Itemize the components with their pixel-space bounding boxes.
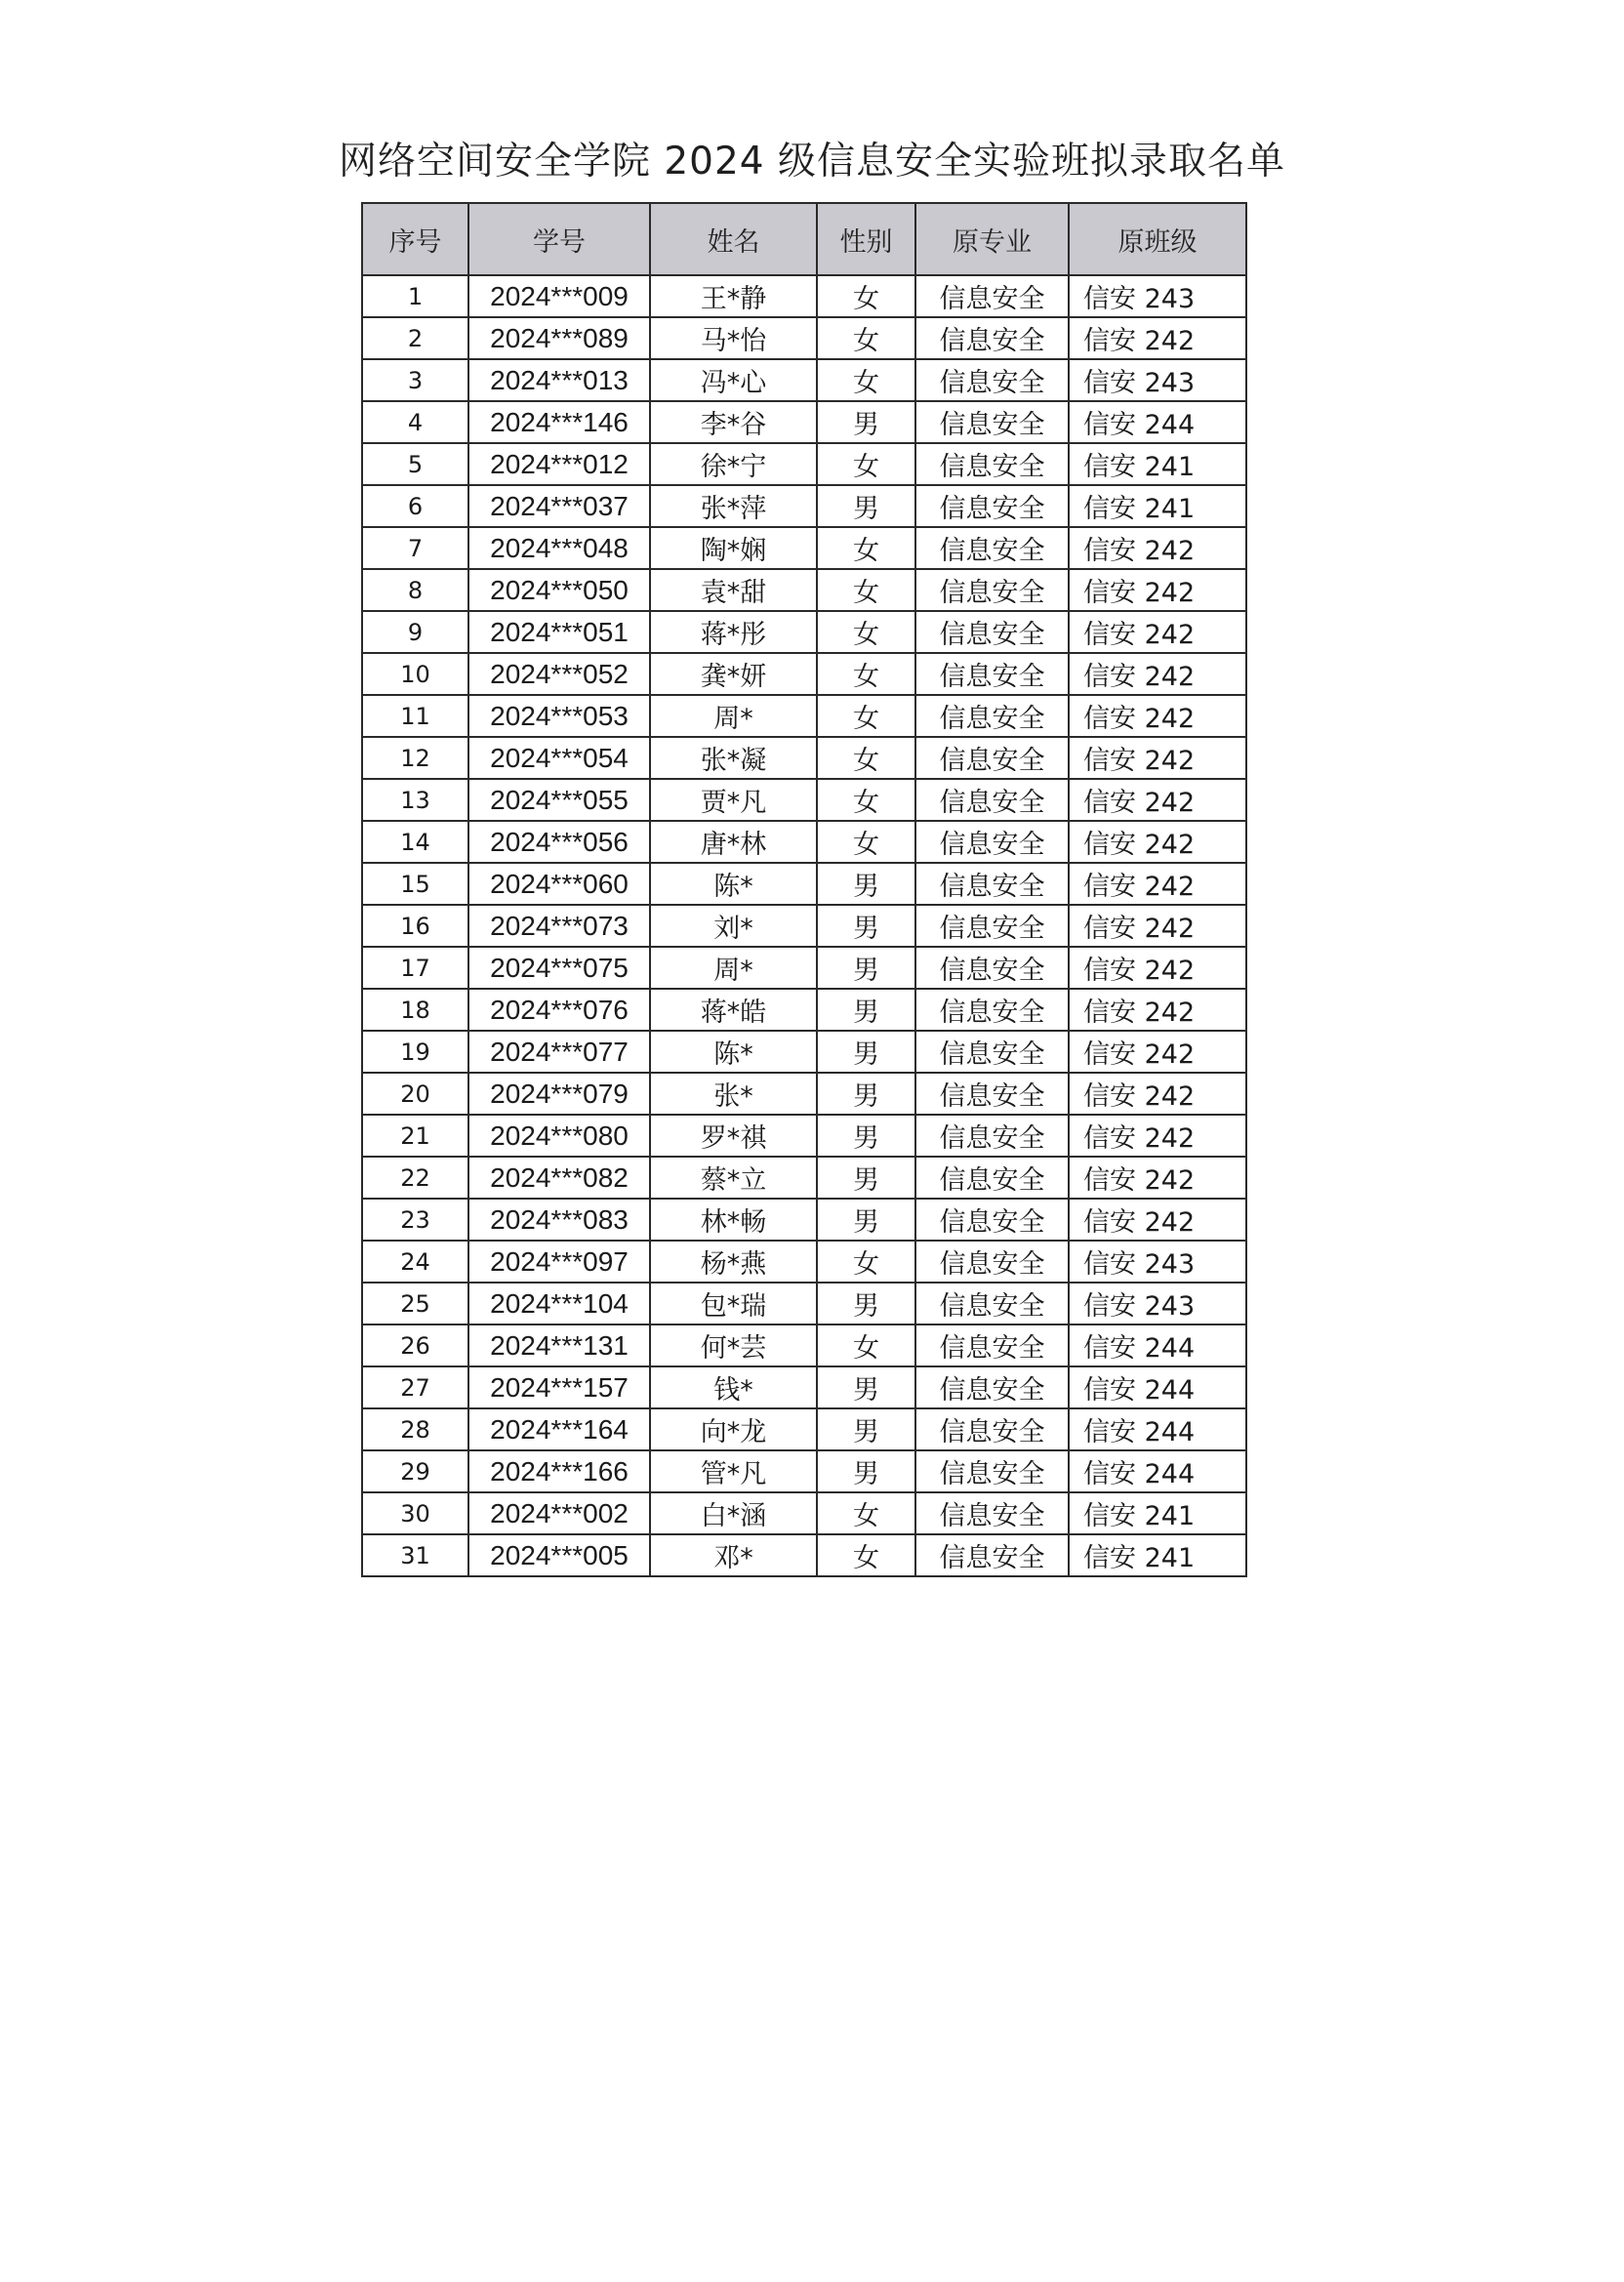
table-row (362, 1199, 1246, 1241)
table-row (362, 1031, 1246, 1073)
major-cell: 信息安全 (915, 1283, 1069, 1324)
student-id-cell: 2024***073 (468, 905, 650, 947)
table-row (362, 359, 1246, 401)
student-id-cell: 2024***054 (468, 737, 650, 779)
name-cell: 何*芸 (650, 1324, 817, 1366)
gender-cell: 女 (817, 737, 915, 779)
table-body (362, 275, 1246, 1576)
page-title: 网络空间安全学院 2024 级信息安全实验班拟录取名单 (338, 140, 1286, 183)
gender-cell: 男 (817, 1366, 915, 1408)
major-cell: 信息安全 (915, 1450, 1069, 1492)
class-cell: 信安 242 (1069, 1115, 1246, 1157)
class-cell: 信安 242 (1069, 821, 1246, 863)
class-cell: 信安 241 (1069, 1534, 1246, 1576)
seq-cell: 20 (362, 1073, 468, 1115)
major-cell: 信息安全 (915, 695, 1069, 737)
major-cell: 信息安全 (915, 1534, 1069, 1576)
student-id-cell: 2024***048 (468, 527, 650, 569)
seq-cell: 31 (362, 1534, 468, 1576)
class-cell: 信安 244 (1069, 1450, 1246, 1492)
table-row (362, 1366, 1246, 1408)
seq-cell: 23 (362, 1199, 468, 1241)
student-id-cell: 2024***083 (468, 1199, 650, 1241)
student-id-cell: 2024***076 (468, 989, 650, 1031)
name-cell: 李*谷 (650, 401, 817, 443)
student-id-cell: 2024***009 (468, 275, 650, 317)
table-row (362, 1534, 1246, 1576)
major-cell: 信息安全 (915, 821, 1069, 863)
gender-cell: 女 (817, 569, 915, 611)
table-row (362, 1115, 1246, 1157)
class-cell: 信安 242 (1069, 947, 1246, 989)
seq-cell: 3 (362, 359, 468, 401)
gender-cell: 男 (817, 485, 915, 527)
seq-cell: 5 (362, 443, 468, 485)
major-cell: 信息安全 (915, 905, 1069, 947)
class-cell: 信安 242 (1069, 611, 1246, 653)
class-cell: 信安 242 (1069, 863, 1246, 905)
name-cell: 冯*心 (650, 359, 817, 401)
student-id-cell: 2024***131 (468, 1324, 650, 1366)
name-cell: 张* (650, 1073, 817, 1115)
header-cell-student-id: 学号 (468, 203, 650, 275)
header-cell-class: 原班级 (1069, 203, 1246, 275)
major-cell: 信息安全 (915, 1492, 1069, 1534)
name-cell: 贾*凡 (650, 779, 817, 821)
seq-cell: 30 (362, 1492, 468, 1534)
table-row (362, 653, 1246, 695)
name-cell: 陈* (650, 1031, 817, 1073)
major-cell: 信息安全 (915, 1366, 1069, 1408)
seq-cell: 18 (362, 989, 468, 1031)
major-cell: 信息安全 (915, 1031, 1069, 1073)
name-cell: 王*静 (650, 275, 817, 317)
name-cell: 管*凡 (650, 1450, 817, 1492)
table-row (362, 863, 1246, 905)
class-cell: 信安 242 (1069, 1199, 1246, 1241)
name-cell: 张*萍 (650, 485, 817, 527)
gender-cell: 女 (817, 527, 915, 569)
seq-cell: 15 (362, 863, 468, 905)
name-cell: 钱* (650, 1366, 817, 1408)
gender-cell: 女 (817, 317, 915, 359)
major-cell: 信息安全 (915, 779, 1069, 821)
table-row (362, 317, 1246, 359)
table-row (362, 947, 1246, 989)
name-cell: 林*畅 (650, 1199, 817, 1241)
table-row (362, 569, 1246, 611)
table-row (362, 1283, 1246, 1324)
class-cell: 信安 243 (1069, 1241, 1246, 1283)
gender-cell: 女 (817, 653, 915, 695)
name-cell: 罗*祺 (650, 1115, 817, 1157)
class-cell: 信安 242 (1069, 653, 1246, 695)
major-cell: 信息安全 (915, 275, 1069, 317)
student-id-cell: 2024***157 (468, 1366, 650, 1408)
class-cell: 信安 242 (1069, 905, 1246, 947)
major-cell: 信息安全 (915, 1324, 1069, 1366)
gender-cell: 男 (817, 1450, 915, 1492)
major-cell: 信息安全 (915, 1115, 1069, 1157)
gender-cell: 女 (817, 779, 915, 821)
major-cell: 信息安全 (915, 1408, 1069, 1450)
seq-cell: 4 (362, 401, 468, 443)
gender-cell: 男 (817, 1073, 915, 1115)
gender-cell: 女 (817, 359, 915, 401)
seq-cell: 22 (362, 1157, 468, 1199)
class-cell: 信安 242 (1069, 737, 1246, 779)
gender-cell: 男 (817, 989, 915, 1031)
class-cell: 信安 242 (1069, 1157, 1246, 1199)
table-row (362, 1492, 1246, 1534)
class-cell: 信安 242 (1069, 1073, 1246, 1115)
class-cell: 信安 242 (1069, 317, 1246, 359)
name-cell: 杨*燕 (650, 1241, 817, 1283)
seq-cell: 8 (362, 569, 468, 611)
student-id-cell: 2024***097 (468, 1241, 650, 1283)
gender-cell: 女 (817, 611, 915, 653)
student-id-cell: 2024***037 (468, 485, 650, 527)
class-cell: 信安 243 (1069, 1283, 1246, 1324)
student-id-cell: 2024***005 (468, 1534, 650, 1576)
header-cell-major: 原专业 (915, 203, 1069, 275)
table-row (362, 527, 1246, 569)
student-id-cell: 2024***080 (468, 1115, 650, 1157)
major-cell: 信息安全 (915, 1241, 1069, 1283)
name-cell: 蒋*皓 (650, 989, 817, 1031)
table-row (362, 485, 1246, 527)
gender-cell: 女 (817, 275, 915, 317)
table-row (362, 1073, 1246, 1115)
table-row (362, 611, 1246, 653)
header-cell-name: 姓名 (650, 203, 817, 275)
major-cell: 信息安全 (915, 653, 1069, 695)
major-cell: 信息安全 (915, 1073, 1069, 1115)
major-cell: 信息安全 (915, 947, 1069, 989)
gender-cell: 女 (817, 1241, 915, 1283)
student-id-cell: 2024***051 (468, 611, 650, 653)
table-row (362, 905, 1246, 947)
seq-cell: 26 (362, 1324, 468, 1366)
gender-cell: 男 (817, 1408, 915, 1450)
major-cell: 信息安全 (915, 1157, 1069, 1199)
seq-cell: 28 (362, 1408, 468, 1450)
table-row (362, 737, 1246, 779)
student-id-cell: 2024***079 (468, 1073, 650, 1115)
student-id-cell: 2024***050 (468, 569, 650, 611)
name-cell: 徐*宁 (650, 443, 817, 485)
major-cell: 信息安全 (915, 443, 1069, 485)
table-row (362, 401, 1246, 443)
seq-cell: 21 (362, 1115, 468, 1157)
class-cell: 信安 242 (1069, 1031, 1246, 1073)
seq-cell: 2 (362, 317, 468, 359)
gender-cell: 女 (817, 821, 915, 863)
seq-cell: 27 (362, 1366, 468, 1408)
seq-cell: 9 (362, 611, 468, 653)
gender-cell: 男 (817, 401, 915, 443)
table-header (362, 203, 1246, 275)
admission-list-table (361, 202, 1247, 1577)
major-cell: 信息安全 (915, 485, 1069, 527)
gender-cell: 男 (817, 1031, 915, 1073)
class-cell: 信安 242 (1069, 527, 1246, 569)
class-cell: 信安 242 (1069, 989, 1246, 1031)
major-cell: 信息安全 (915, 359, 1069, 401)
table-header-row (362, 203, 1246, 275)
table-row (362, 275, 1246, 317)
seq-cell: 13 (362, 779, 468, 821)
gender-cell: 男 (817, 1283, 915, 1324)
seq-cell: 25 (362, 1283, 468, 1324)
student-id-cell: 2024***055 (468, 779, 650, 821)
major-cell: 信息安全 (915, 1199, 1069, 1241)
gender-cell: 女 (817, 1534, 915, 1576)
gender-cell: 男 (817, 1157, 915, 1199)
name-cell: 陶*娴 (650, 527, 817, 569)
name-cell: 唐*林 (650, 821, 817, 863)
seq-cell: 14 (362, 821, 468, 863)
major-cell: 信息安全 (915, 317, 1069, 359)
seq-cell: 17 (362, 947, 468, 989)
class-cell: 信安 242 (1069, 779, 1246, 821)
major-cell: 信息安全 (915, 611, 1069, 653)
gender-cell: 男 (817, 1199, 915, 1241)
name-cell: 张*凝 (650, 737, 817, 779)
major-cell: 信息安全 (915, 989, 1069, 1031)
name-cell: 龚*妍 (650, 653, 817, 695)
student-id-cell: 2024***012 (468, 443, 650, 485)
gender-cell: 女 (817, 443, 915, 485)
gender-cell: 男 (817, 905, 915, 947)
seq-cell: 11 (362, 695, 468, 737)
seq-cell: 6 (362, 485, 468, 527)
gender-cell: 女 (817, 1492, 915, 1534)
class-cell: 信安 241 (1069, 485, 1246, 527)
class-cell: 信安 241 (1069, 1492, 1246, 1534)
table-row (362, 1450, 1246, 1492)
name-cell: 陈* (650, 863, 817, 905)
class-cell: 信安 244 (1069, 401, 1246, 443)
name-cell: 蔡*立 (650, 1157, 817, 1199)
name-cell: 白*涵 (650, 1492, 817, 1534)
table-row (362, 1408, 1246, 1450)
header-cell-seq: 序号 (362, 203, 468, 275)
table-row (362, 779, 1246, 821)
gender-cell: 男 (817, 863, 915, 905)
major-cell: 信息安全 (915, 401, 1069, 443)
class-cell: 信安 242 (1069, 569, 1246, 611)
gender-cell: 女 (817, 695, 915, 737)
student-id-cell: 2024***056 (468, 821, 650, 863)
gender-cell: 女 (817, 1324, 915, 1366)
name-cell: 向*龙 (650, 1408, 817, 1450)
table-row (362, 821, 1246, 863)
major-cell: 信息安全 (915, 737, 1069, 779)
student-id-cell: 2024***077 (468, 1031, 650, 1073)
seq-cell: 10 (362, 653, 468, 695)
major-cell: 信息安全 (915, 863, 1069, 905)
table-row (362, 1241, 1246, 1283)
name-cell: 马*怡 (650, 317, 817, 359)
seq-cell: 19 (362, 1031, 468, 1073)
class-cell: 信安 243 (1069, 359, 1246, 401)
header-cell-gender: 性别 (817, 203, 915, 275)
gender-cell: 男 (817, 1115, 915, 1157)
table-row (362, 695, 1246, 737)
seq-cell: 24 (362, 1241, 468, 1283)
major-cell: 信息安全 (915, 527, 1069, 569)
student-id-cell: 2024***164 (468, 1408, 650, 1450)
student-id-cell: 2024***052 (468, 653, 650, 695)
name-cell: 邓* (650, 1534, 817, 1576)
student-id-cell: 2024***082 (468, 1157, 650, 1199)
student-id-cell: 2024***166 (468, 1450, 650, 1492)
class-cell: 信安 241 (1069, 443, 1246, 485)
major-cell: 信息安全 (915, 569, 1069, 611)
table-row (362, 443, 1246, 485)
seq-cell: 12 (362, 737, 468, 779)
name-cell: 周* (650, 947, 817, 989)
gender-cell: 男 (817, 947, 915, 989)
name-cell: 包*瑞 (650, 1283, 817, 1324)
class-cell: 信安 242 (1069, 695, 1246, 737)
table-row (362, 1157, 1246, 1199)
name-cell: 刘* (650, 905, 817, 947)
seq-cell: 29 (362, 1450, 468, 1492)
student-id-cell: 2024***013 (468, 359, 650, 401)
table-row (362, 1324, 1246, 1366)
class-cell: 信安 243 (1069, 275, 1246, 317)
seq-cell: 16 (362, 905, 468, 947)
class-cell: 信安 244 (1069, 1324, 1246, 1366)
student-id-cell: 2024***075 (468, 947, 650, 989)
class-cell: 信安 244 (1069, 1366, 1246, 1408)
name-cell: 周* (650, 695, 817, 737)
seq-cell: 7 (362, 527, 468, 569)
student-id-cell: 2024***053 (468, 695, 650, 737)
student-id-cell: 2024***146 (468, 401, 650, 443)
seq-cell: 1 (362, 275, 468, 317)
class-cell: 信安 244 (1069, 1408, 1246, 1450)
student-id-cell: 2024***002 (468, 1492, 650, 1534)
student-id-cell: 2024***104 (468, 1283, 650, 1324)
student-id-cell: 2024***089 (468, 317, 650, 359)
name-cell: 蒋*彤 (650, 611, 817, 653)
name-cell: 袁*甜 (650, 569, 817, 611)
student-id-cell: 2024***060 (468, 863, 650, 905)
table-row (362, 989, 1246, 1031)
